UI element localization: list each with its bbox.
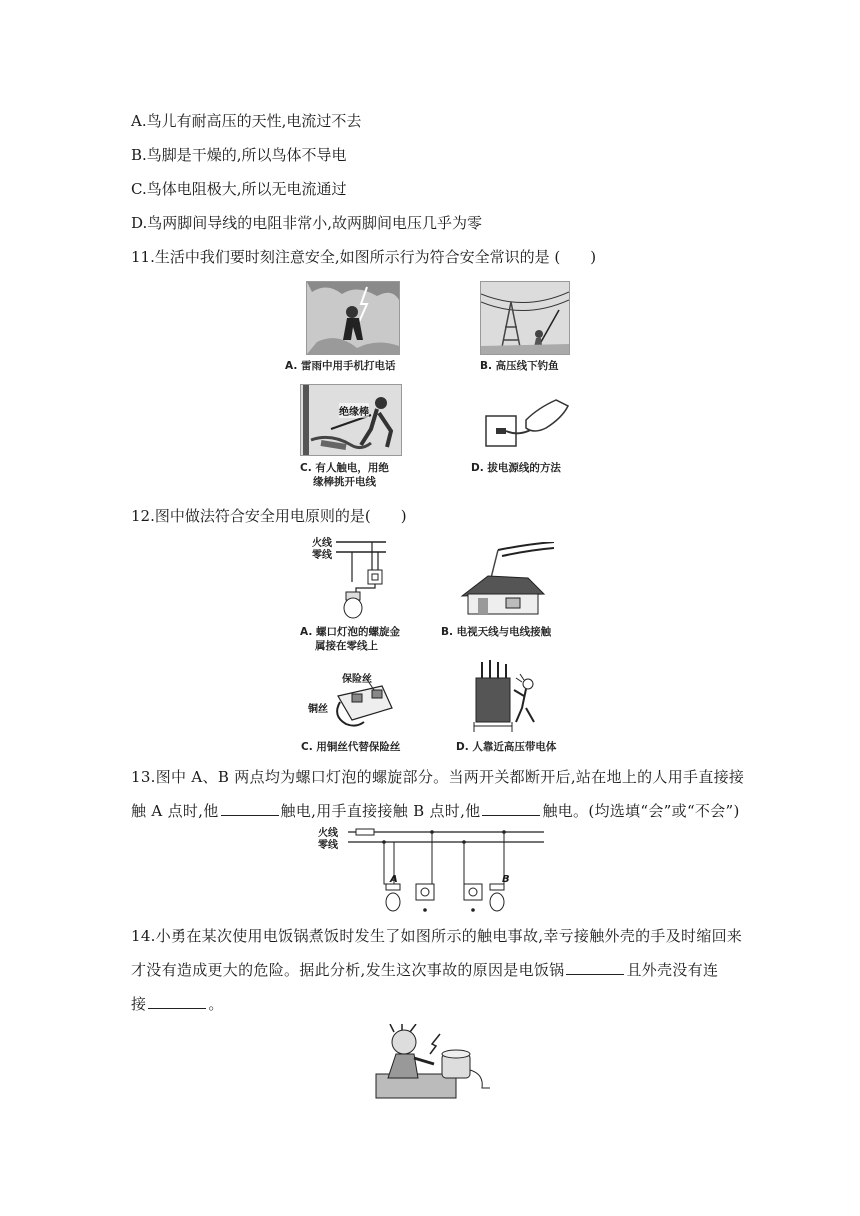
q11-caption-c2: 缘棒挑开电线: [313, 476, 376, 488]
q14-line2-part1: 才没有造成更大的危险。据此分析,发生这次事故的原因是电饭锅: [131, 961, 565, 979]
q11-figure-a-thunderstorm: [306, 281, 400, 355]
q12-caption-a2: 属接在零线上: [315, 640, 378, 652]
house-antenna-icon: [458, 542, 554, 616]
q13-blank-b: [482, 801, 540, 816]
q13-point-a: A: [390, 874, 398, 885]
q11-caption-a: A. 雷雨中用手机打电话: [285, 360, 396, 372]
q11-figure-b-fishing: [480, 281, 570, 355]
q12-live-wire-label: 火线: [312, 538, 332, 549]
q13-line2: [131, 801, 740, 821]
q14-figure-rice-cooker: [374, 1024, 492, 1102]
q13-line1: 13.图中 A、B 两点均为螺口灯泡的螺旋部分。当两开关都断开后,站在地上的人用手直接接: [131, 768, 745, 786]
power-tower-icon: [481, 282, 569, 354]
q11-figure-c-insulating-rod: [300, 384, 402, 456]
q14-line1: 14.小勇在某次使用电饭锅煮饭时发生了如图所示的触电事故,幸亏接触外壳的手及时缩回来: [131, 927, 743, 945]
q14-blank-b: [148, 994, 206, 1009]
q14-line3: [131, 994, 224, 1014]
q12-figure-c-fuse: [308, 672, 396, 734]
q12-fuse-label: 保险丝: [342, 674, 372, 685]
q14-line2-part2: 且外壳没有连: [626, 961, 719, 979]
q13-point-b: B: [502, 874, 510, 885]
q12-figure-b-antenna: [458, 542, 554, 616]
q14-line3-part2: 。: [208, 995, 224, 1013]
hand-plug-icon: [482, 394, 572, 454]
q13-blank-a: [221, 801, 279, 816]
q11-caption-c1: C. 有人触电，用绝: [300, 462, 389, 474]
q11-stem: 11.生活中我们要时刻注意安全,如图所示行为符合安全常识的是 ( ): [131, 248, 597, 266]
q10-option-b: B.鸟脚是干燥的,所以鸟体不导电: [131, 146, 347, 164]
transformer-person-icon: [466, 656, 546, 732]
q11-figure-d-unplug: [482, 394, 572, 454]
q12-caption-c: C. 用铜丝代替保险丝: [301, 741, 401, 753]
two-lamp-circuit-icon: [318, 824, 546, 916]
q14-line2: [131, 960, 718, 980]
q14-line3-part1: 接: [131, 995, 147, 1013]
q12-neutral-wire-label: 零线: [312, 550, 332, 561]
q13-circuit-diagram: [318, 824, 546, 916]
q13-neutral-wire-label: 零线: [318, 840, 338, 851]
q12-figure-d-high-voltage: [466, 656, 546, 732]
q12-caption-b: B. 电视天线与电线接触: [441, 626, 552, 638]
q10-option-d: D.鸟两脚间导线的电阻非常小,故两脚间电压几乎为零: [131, 214, 483, 232]
q13-line2-part1: 触 A 点时,他: [131, 802, 219, 820]
q12-figure-a-lamp: [312, 534, 402, 620]
q11-caption-d: D. 拔电源线的方法: [471, 462, 561, 474]
q13-line2-part3: 触电。(均选填“会”或“不会”): [542, 802, 740, 820]
lightning-person-icon: [307, 282, 399, 354]
q12-caption-a1: A. 螺口灯泡的螺旋金: [300, 626, 400, 638]
q10-option-a: A.鸟儿有耐高压的天性,电流过不去: [131, 112, 362, 130]
rescue-person-icon: [301, 385, 401, 455]
q12-copper-label: 铜丝: [308, 704, 328, 715]
q11-caption-b: B. 高压线下钓鱼: [480, 360, 559, 372]
q10-option-c: C.鸟体电阻极大,所以无电流通过: [131, 180, 347, 198]
q14-blank-a: [566, 960, 624, 975]
q12-caption-d: D. 人靠近高压带电体: [456, 741, 557, 753]
q11-insulator-label: 绝缘棒: [339, 403, 369, 418]
q13-live-wire-label: 火线: [318, 828, 338, 839]
shocked-person-cooker-icon: [374, 1024, 492, 1102]
q13-line2-part2: 触电,用手直接接触 B 点时,他: [280, 802, 481, 820]
q12-stem: 12.图中做法符合安全用电原则的是( ): [131, 507, 407, 525]
